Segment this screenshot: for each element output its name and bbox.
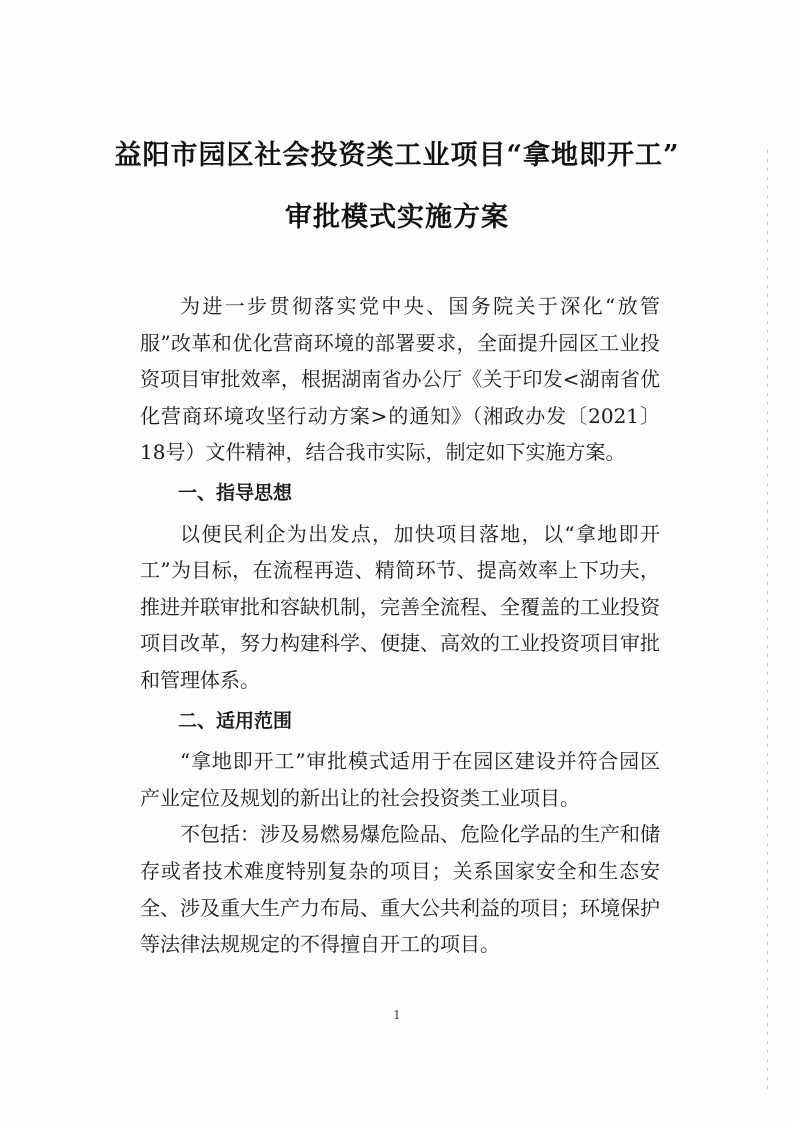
intro-paragraph: 为进一步贯彻落实党中央、国务院关于深化“放管服”改革和优化营商环境的部署要求，全面提升园区工业投资项目审批效率，根据湖南省办公厅《关于印发<湖南省优化营商环境攻坚行动方案>的通知》（湘政办发〔2021〕18号）文件精神，结合我市实际，制定如下实施方案。 [140, 294, 660, 465]
section-heading-guiding-ideology: 一、指导思想 [178, 481, 293, 504]
title-line-2: 审批模式实施方案 [285, 202, 509, 233]
guiding-ideology-paragraph: 以便民利企为出发点，加快项目落地，以“拿地即开工”为目标，在流程再造、精简环节、提高效率上下功夫，推进并联审批和容缺机制，完善全流程、全覆盖的工业投资项目改革，努力构建科学、便捷、高效的工业投资项目审批和管理体系。 [140, 521, 660, 692]
scan-edge-artifact [767, 150, 768, 1090]
title-line-1: 益阳市园区社会投资类工业项目“拿地即开工” [114, 140, 680, 171]
exclusions-paragraph: 不包括：涉及易燃易爆危险品、危险化学品的生产和储存或者技术难度特别复杂的项目；关系国家安全和生态安全、涉及重大生产力布局、重大公共利益的项目；环境保护等法律法规规定的不得擅自开工的项目。 [140, 822, 660, 957]
scope-paragraph: “拿地即开工”审批模式适用于在园区建设并符合园区产业定位及规划的新出让的社会投资类工业项目。 [140, 749, 660, 810]
section-heading-scope: 二、适用范围 [178, 709, 293, 732]
document-title [0, 138, 794, 236]
page-number: 1 [393, 1008, 401, 1022]
document-body [140, 288, 660, 963]
